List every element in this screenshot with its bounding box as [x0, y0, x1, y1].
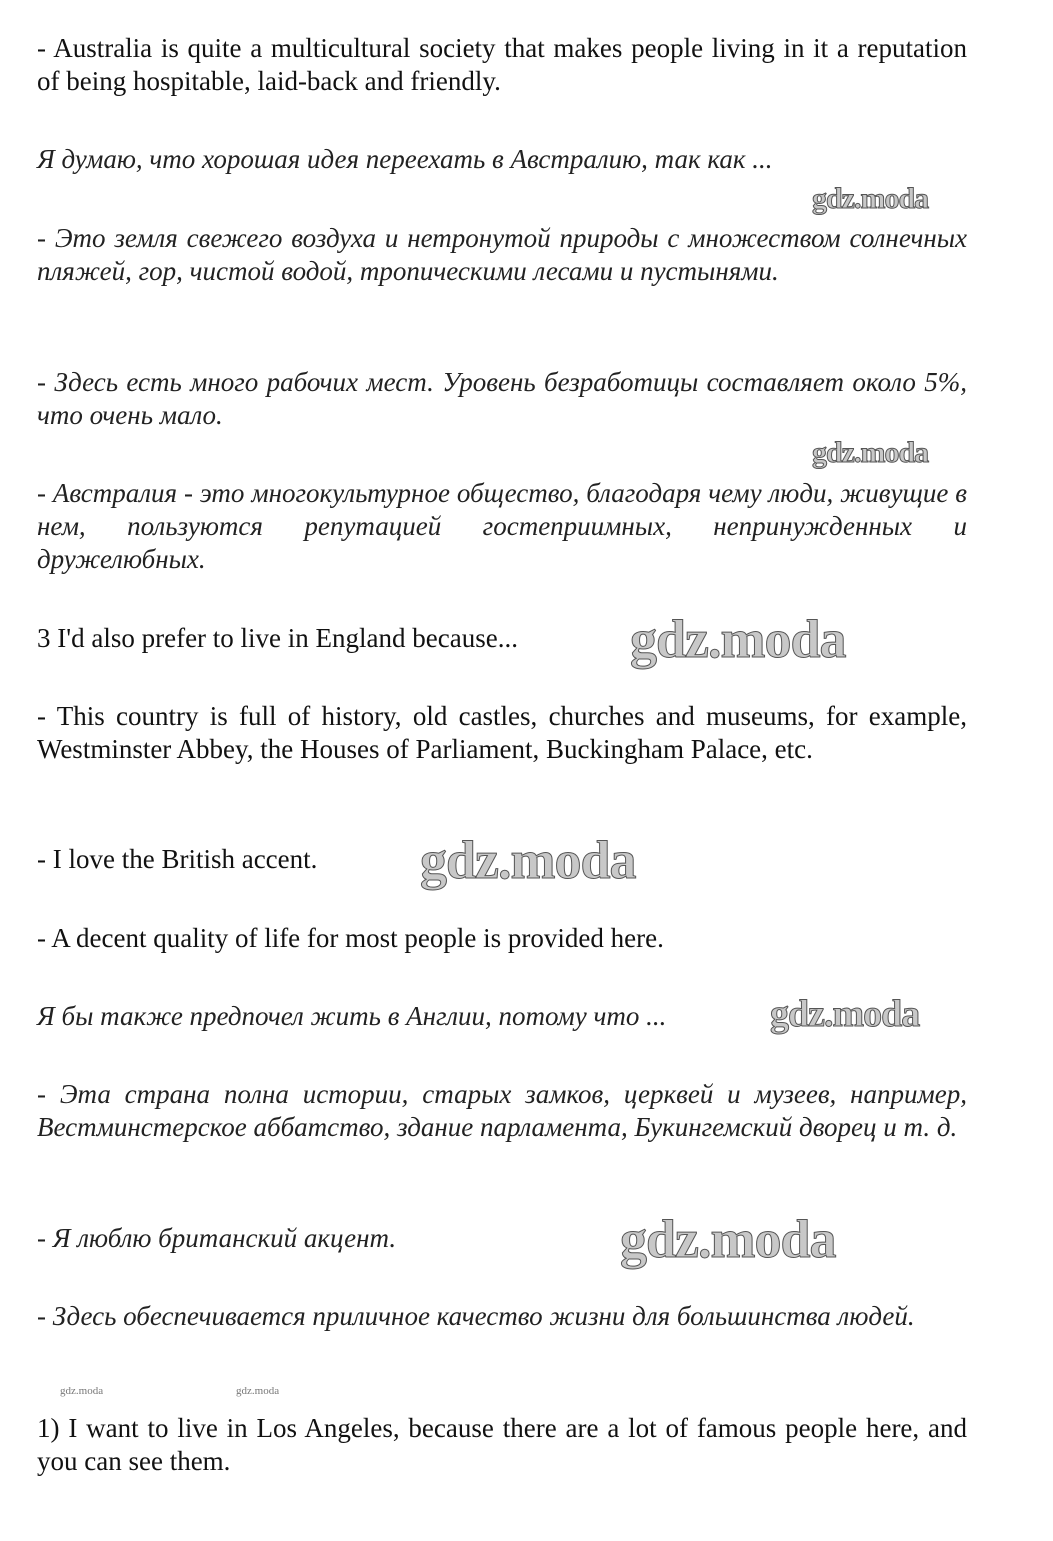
paragraph-ru: Я бы также предпочел жить в Англии, потому что ...: [37, 1001, 667, 1031]
paragraph-en: - I love the British accent.: [37, 844, 318, 874]
watermark: gdz.moda: [620, 1209, 836, 1269]
watermark: gdz.moda: [236, 1385, 280, 1397]
paragraph-en: - This country is full of history, old castles, churches and museums, for example, Westminster Abbey, the Houses of Parliament, Buckingham Palace, etc.: [37, 701, 967, 764]
paragraph-ru: - Это земля свежего воздуха и нетронутой природы с множеством солнечных пляжей, гор, чистой водой, тропическими лесами и пустынями.: [37, 223, 967, 286]
watermark: gdz.moda: [630, 609, 846, 669]
paragraph-ru: - Здесь обеспечивается приличное качество жизни для большинства людей.: [37, 1301, 915, 1331]
paragraph-en: 1) I want to live in Los Angeles, because there are a lot of famous people here, and you can see them.: [37, 1413, 967, 1476]
paragraph-en: - A decent quality of life for most people is provided here.: [37, 923, 664, 953]
paragraph-ru: - Австралия - это многокультурное общество, благодаря чему люди, живущие в нем, пользуются репутацией гостеприимных, непринужденных и дружелюбных.: [37, 478, 967, 574]
paragraph-en: - Australia is quite a multicultural society that makes people living in it a reputation of being hospitable, laid-back and friendly.: [37, 33, 967, 96]
paragraph-ru: Я думаю, что хорошая идея переехать в Австралию, так как ...: [37, 144, 773, 174]
watermark: gdz.moda: [812, 436, 929, 469]
paragraph-ru: - Здесь есть много рабочих мест. Уровень безработицы составляет около 5%, что очень мало.: [37, 367, 967, 430]
watermark: gdz.moda: [770, 993, 920, 1035]
paragraph-ru: - Эта страна полна истории, старых замков, церквей и музеев, например, Вестминстерское аббатство, здание парламента, Букингемский дворец и т. д.: [37, 1079, 967, 1142]
watermark: gdz.moda: [812, 182, 929, 215]
watermark: gdz.moda: [420, 830, 636, 890]
paragraph-ru: - Я люблю британский акцент.: [37, 1223, 397, 1253]
paragraph-en: 3 I'd also prefer to live in England because...: [37, 623, 518, 653]
watermark: gdz.moda: [60, 1385, 104, 1397]
